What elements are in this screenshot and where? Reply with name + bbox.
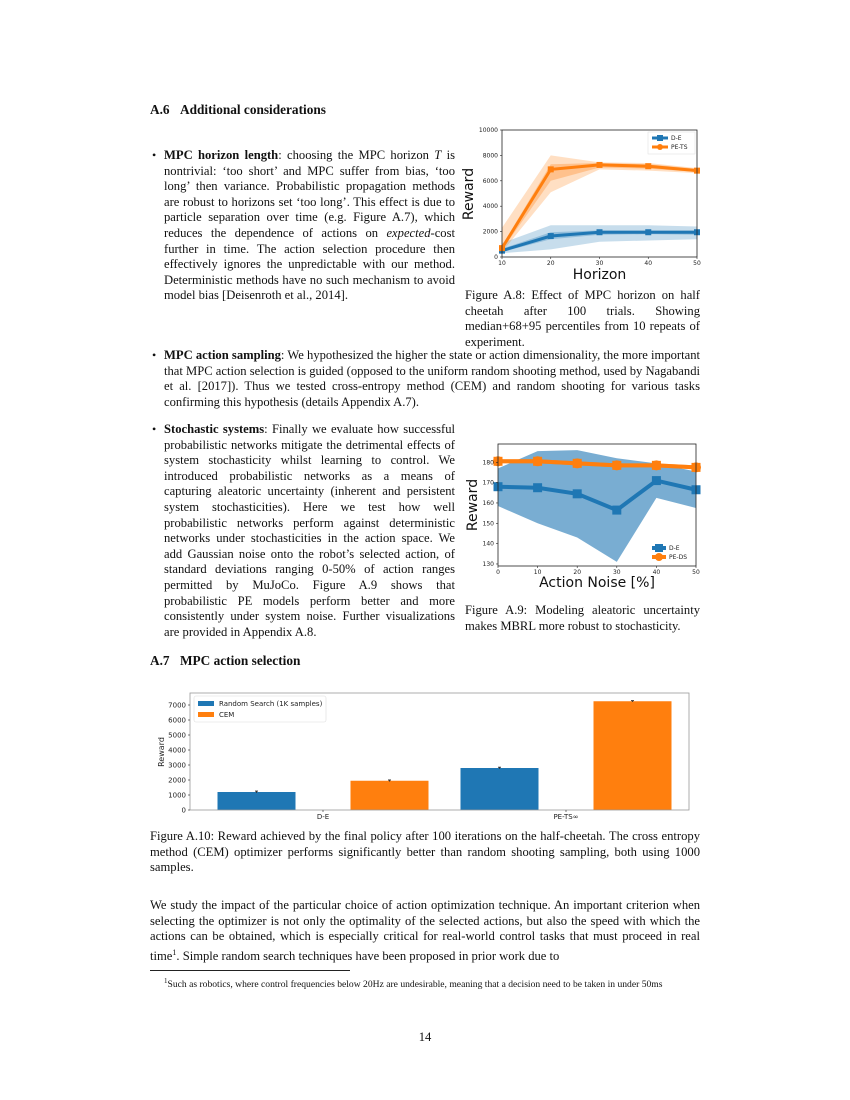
section-number: A.6 xyxy=(150,102,170,117)
data-point xyxy=(645,229,651,235)
data-point xyxy=(645,163,651,169)
x-tick-label: 20 xyxy=(573,569,582,576)
bullet-term: Stochastic systems xyxy=(164,422,265,436)
y-tick-label: 6000 xyxy=(168,716,186,725)
y-tick-label: 3000 xyxy=(168,761,186,770)
legend-label: PE-TS xyxy=(671,144,688,151)
bullet-text: : choosing the MPC horizon xyxy=(278,148,435,162)
data-point xyxy=(533,483,542,492)
figure-a9-caption: Figure A.9: Modeling aleatoric uncertainty makes MBRL more robust to stochasticity. xyxy=(465,603,700,633)
footnote-mark[interactable]: 1 xyxy=(172,947,177,957)
y-tick-label: 150 xyxy=(482,520,494,528)
section-heading-a6 xyxy=(150,102,326,118)
bullet-icon: • xyxy=(152,148,157,162)
bullet-mpc-action-sampling xyxy=(152,348,701,410)
x-tick-label: D-E xyxy=(316,813,330,820)
x-axis-label: Action Noise [%] xyxy=(539,575,655,591)
footnote-mark: 1 xyxy=(164,977,168,985)
figure-a9-chart xyxy=(460,438,710,596)
data-point xyxy=(612,506,621,515)
line-chart-action-noise xyxy=(460,438,710,596)
bar xyxy=(218,792,296,810)
bullet-text: : Finally we evaluate how successful probabilistic networks mitigate the detrimental effects of system stochasticity whilst learning to control. We introduced probabilistic networks as a means of capturing aleatoric uncertainty (inherent and persistent system stochasticities). Here we test how well probabilistic networks perform against deterministic networks under stochasticities in the action space. We add Gaussian noise onto the robot’s selected action, of standard deviations ranging 0-50% of action ranges permitted by MuJoCo. Figure A.9 shows that probabilistic PE models perform better and more consistently under system noise. Further visualizations are provided in Appendix A.8. xyxy=(164,422,455,639)
bullet-stochastic-systems xyxy=(152,422,455,640)
bullet-text: -cost further in time. The action selection procedure then effectively ignores the unpredictable with our method. Deterministic methods have no such mechanism to avoid model bias [Deisenroth et al., 2014]. xyxy=(164,225,455,303)
section-title: Additional considerations xyxy=(180,102,326,117)
y-tick-label: 170 xyxy=(482,479,494,487)
emphasis: expected xyxy=(386,225,431,240)
figure-a8-chart xyxy=(460,122,710,287)
section-title: MPC action selection xyxy=(180,653,301,668)
data-point xyxy=(597,162,603,168)
y-axis-label: Reward xyxy=(157,737,166,767)
footnote xyxy=(150,975,700,991)
bar xyxy=(351,781,429,810)
y-tick-label: 1000 xyxy=(168,791,186,800)
bar-chart-optimizer xyxy=(150,690,700,820)
y-tick-label: 4000 xyxy=(168,746,186,755)
y-tick-label: 0 xyxy=(181,806,186,815)
legend-label: CEM xyxy=(219,711,235,719)
y-tick-label: 10000 xyxy=(478,127,498,134)
section-number: A.7 xyxy=(150,653,170,668)
bullet-text: : We hypothesized the higher the state or action dimensionality, the more important that MPC action selection is guided (opposed to the uniform random shooting method, used by Nagabandi et al. [2017]). Thus we tested cross-entropy method (CEM) and random shooting for various tasks confirming this hypothesis (details Appendix A.7). xyxy=(164,348,701,409)
y-tick-label: 180 xyxy=(482,459,494,467)
bullet-mpc-horizon xyxy=(152,148,455,304)
bullet-term: MPC horizon length xyxy=(164,148,279,162)
data-point xyxy=(548,166,554,172)
y-tick-label: 7000 xyxy=(168,701,186,710)
figure-a10-caption: Figure A.10: Reward achieved by the final policy after 100 iterations on the half-cheetah. The cross entropy method (CEM) optimizer performs significantly better than random shooting sampling, both using 1000 samples. xyxy=(150,829,700,875)
legend-label: Random Search (1K samples) xyxy=(219,700,323,708)
data-point xyxy=(652,476,661,485)
x-tick-label: 30 xyxy=(595,260,604,267)
y-tick-label: 140 xyxy=(482,540,494,548)
x-tick-label: 40 xyxy=(652,569,661,576)
data-point xyxy=(573,489,582,498)
x-axis-label: Horizon xyxy=(572,267,627,283)
x-tick-label: 20 xyxy=(546,260,555,267)
legend-label: PE-DS xyxy=(669,554,688,561)
footnote-divider xyxy=(150,970,350,971)
body-paragraph xyxy=(150,898,700,965)
paragraph-text: . Simple random search techniques have been proposed in prior work due to xyxy=(176,948,560,963)
x-tick-label: 40 xyxy=(644,260,653,267)
bullet-icon: • xyxy=(152,422,157,436)
bullet-text: is nontrivial: ‘too short’ and MPC suffer from bias, ‘too long’ then variance. Probabilistic propagation methods are robust to horizons set ‘too long’. This effect is due to particle separation over time (e.g. Figure A.7), which reduces the dependence of actions on xyxy=(164,148,455,240)
y-tick-label: 0 xyxy=(494,254,498,261)
x-tick-label: 50 xyxy=(693,260,701,267)
data-point xyxy=(597,229,603,235)
x-tick-label: PE-TS∞ xyxy=(553,813,579,820)
y-tick-label: 6000 xyxy=(482,177,498,185)
bullet-term: MPC action sampling xyxy=(164,348,281,362)
x-tick-label: 50 xyxy=(692,569,700,576)
x-tick-label: 0 xyxy=(496,569,500,576)
y-axis-label: Reward xyxy=(461,167,477,221)
paragraph-text: We study the impact of the particular choice of action optimization technique. An important criterion when selecting the optimizer is not only the optimality of the selected actions, but also the speed with which the actions can be obtained, which is especially critical for real-world control tasks that must proceed in real time xyxy=(150,898,700,963)
page-number: 14 xyxy=(418,1030,432,1044)
data-point xyxy=(548,233,554,239)
line-chart-horizon xyxy=(460,122,710,287)
x-tick-label: 30 xyxy=(612,569,621,576)
y-tick-label: 8000 xyxy=(482,152,498,160)
y-tick-label: 130 xyxy=(482,560,494,568)
figure-a8-caption: Figure A.8: Effect of MPC horizon on half cheetah after 100 trials. Showing median+68+95 percentiles from 10 repeats of experiment. xyxy=(465,288,700,349)
math-symbol: T xyxy=(434,148,442,162)
y-axis-label: Reward xyxy=(465,478,481,532)
x-tick-label: 10 xyxy=(533,569,542,576)
footnote-text: Such as robotics, where control frequencies below 20Hz are undesirable, meaning that a decision need to be taken in under 50ms xyxy=(167,979,663,991)
figure-a10-chart xyxy=(150,690,700,820)
bar xyxy=(461,768,539,810)
y-tick-label: 4000 xyxy=(482,203,498,211)
legend-label: D-E xyxy=(669,545,680,552)
section-heading-a7 xyxy=(150,653,300,669)
x-tick-label: 10 xyxy=(498,260,506,267)
y-tick-label: 2000 xyxy=(482,228,498,236)
legend-label: D-E xyxy=(671,135,682,142)
y-tick-label: 2000 xyxy=(168,776,186,785)
bullet-icon: • xyxy=(152,348,157,362)
y-tick-label: 160 xyxy=(482,499,494,507)
bar xyxy=(594,701,672,810)
y-tick-label: 5000 xyxy=(168,731,186,740)
